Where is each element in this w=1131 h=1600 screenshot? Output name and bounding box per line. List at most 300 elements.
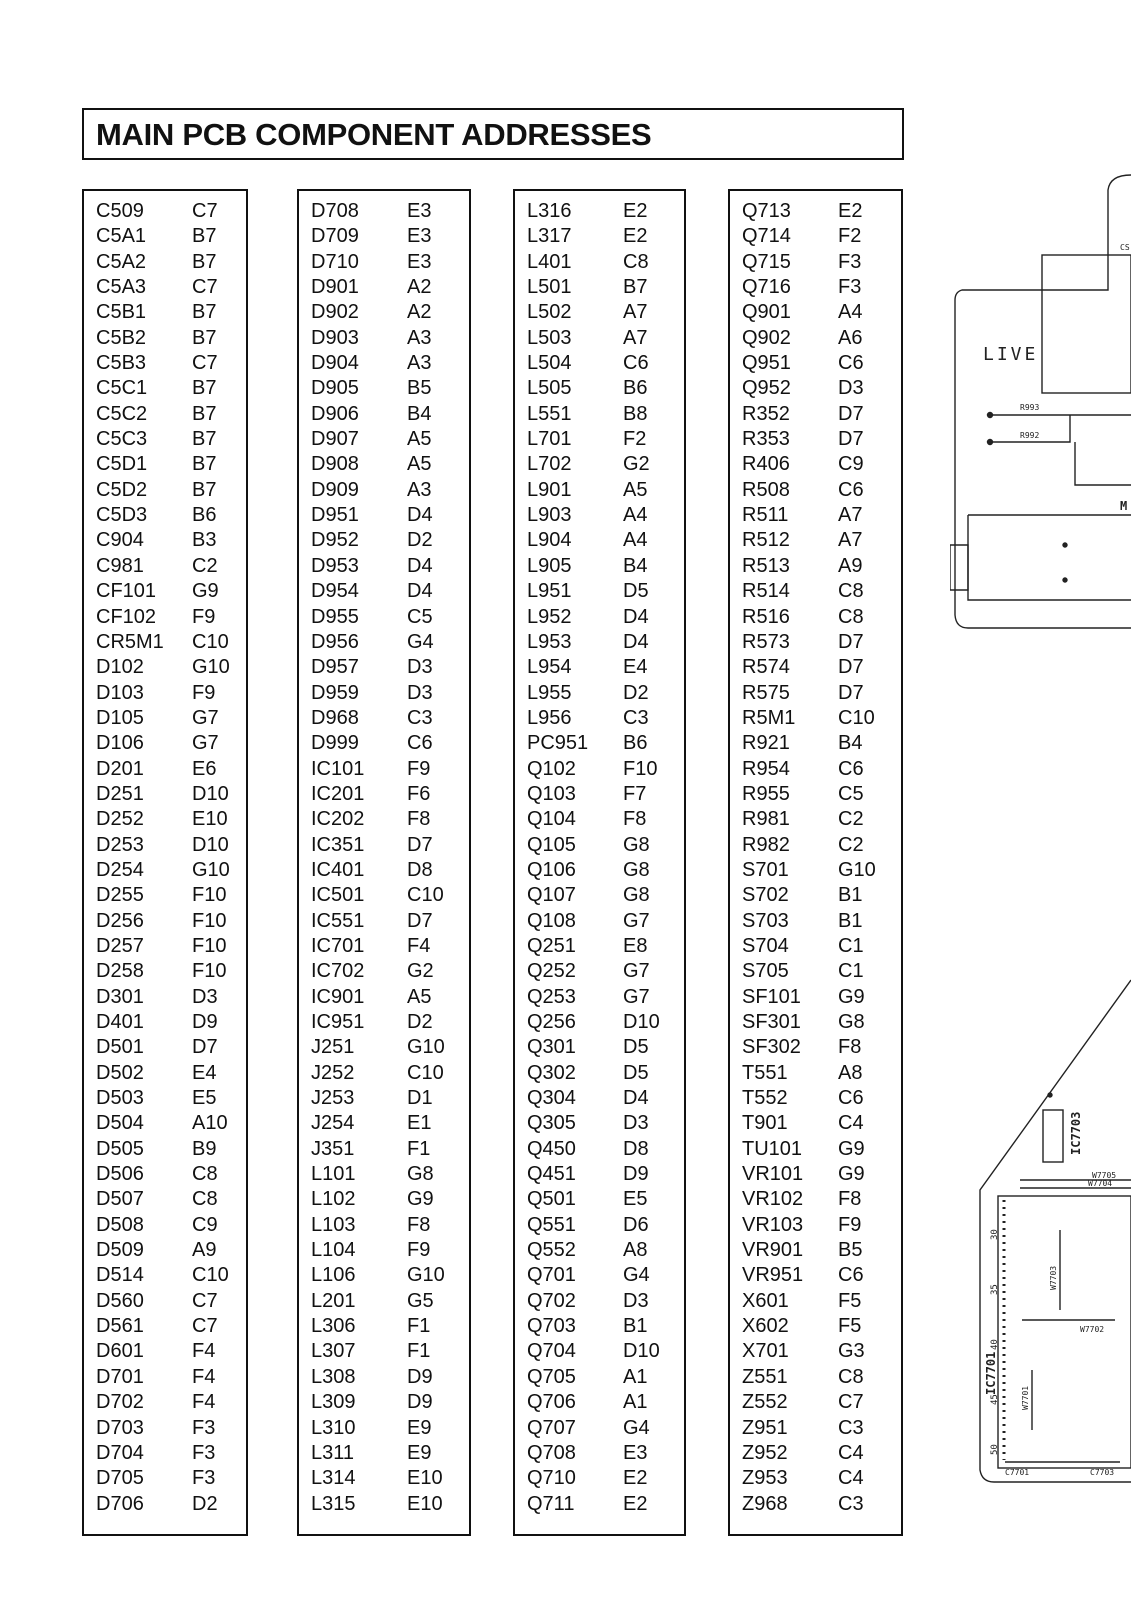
grid-address: A4 [623, 504, 648, 527]
address-row [84, 1111, 246, 1136]
grid-address: E4 [192, 1061, 217, 1084]
component-ref: R513 [742, 554, 790, 577]
address-row [299, 1035, 469, 1060]
component-ref: C5D3 [96, 504, 148, 527]
grid-address: F5 [838, 1315, 862, 1338]
component-ref: L401 [527, 250, 572, 273]
address-row [515, 1441, 684, 1466]
component-ref: R353 [742, 428, 790, 451]
address-row [515, 528, 684, 553]
component-ref: Q302 [527, 1061, 576, 1084]
grid-address: G7 [623, 960, 650, 983]
component-ref: D560 [96, 1289, 144, 1312]
address-row [84, 1010, 246, 1035]
component-ref: D561 [96, 1315, 144, 1338]
grid-address: C3 [838, 1492, 864, 1515]
address-row [515, 1314, 684, 1339]
address-row [730, 1213, 901, 1238]
component-ref: D514 [96, 1264, 144, 1287]
component-ref: VR951 [742, 1264, 804, 1287]
address-row [84, 1035, 246, 1060]
grid-address: D3 [838, 377, 864, 400]
grid-address: F3 [192, 1467, 216, 1490]
component-ref: X602 [742, 1315, 789, 1338]
component-ref: Q108 [527, 909, 576, 932]
component-ref: L201 [311, 1289, 356, 1312]
address-row [515, 554, 684, 579]
component-ref: C5D1 [96, 453, 148, 476]
grid-address: F3 [838, 276, 862, 299]
grid-address: F8 [838, 1188, 862, 1211]
address-column-1 [82, 189, 248, 1536]
address-row [515, 757, 684, 782]
component-ref: C5A1 [96, 225, 147, 248]
grid-address: F5 [838, 1289, 862, 1312]
component-ref: L956 [527, 706, 572, 729]
grid-address: A2 [407, 301, 432, 324]
page-title: MAIN PCB COMPONENT ADDRESSES [96, 117, 652, 152]
grid-address: E6 [192, 757, 217, 780]
component-ref: L306 [311, 1315, 356, 1338]
component-ref: IC551 [311, 909, 365, 932]
component-ref: Q716 [742, 276, 791, 299]
grid-address: B7 [192, 377, 217, 400]
grid-address: C9 [192, 1213, 218, 1236]
address-row [515, 427, 684, 452]
component-ref: D253 [96, 833, 144, 856]
component-ref: Q107 [527, 884, 576, 907]
grid-address: C7 [192, 1289, 218, 1312]
address-row [730, 1035, 901, 1060]
grid-address: E2 [623, 225, 648, 248]
component-ref: Q705 [527, 1365, 576, 1388]
grid-address: B7 [192, 478, 217, 501]
component-ref: Q708 [527, 1441, 576, 1464]
address-row [84, 1086, 246, 1111]
component-ref: R406 [742, 453, 790, 476]
component-ref: TU101 [742, 1137, 803, 1160]
component-ref: D954 [311, 580, 359, 603]
component-ref: D601 [96, 1340, 144, 1363]
address-row [730, 402, 901, 427]
component-ref: C904 [96, 529, 144, 552]
component-ref: D252 [96, 808, 144, 831]
address-row [84, 782, 246, 807]
grid-address: D9 [407, 1365, 433, 1388]
address-row [84, 731, 246, 756]
address-row [515, 1365, 684, 1390]
component-ref: IC351 [311, 833, 365, 856]
component-ref: R512 [742, 529, 790, 552]
address-row [299, 427, 469, 452]
component-ref: Q552 [527, 1239, 576, 1262]
grid-address: G4 [407, 630, 434, 653]
component-ref: D906 [311, 402, 359, 425]
address-row [84, 1441, 246, 1466]
address-row [84, 1416, 246, 1441]
address-row [515, 579, 684, 604]
component-ref: L316 [527, 200, 572, 222]
pad [988, 413, 993, 418]
grid-address: A8 [623, 1239, 648, 1262]
component-ref: L504 [527, 352, 572, 375]
grid-address: D10 [192, 833, 229, 856]
grid-address: F3 [192, 1441, 216, 1464]
component-ref: Z951 [742, 1416, 788, 1439]
address-row [515, 1416, 684, 1441]
address-row [84, 1213, 246, 1238]
address-row [730, 1238, 901, 1263]
address-row [84, 1492, 246, 1517]
component-ref: X601 [742, 1289, 789, 1312]
grid-address: C7 [192, 352, 218, 375]
grid-address: D5 [623, 1061, 649, 1084]
component-ref: IC202 [311, 808, 365, 831]
address-row [299, 1492, 469, 1517]
grid-address: F3 [838, 250, 862, 273]
address-row [730, 1466, 901, 1491]
grid-address: D3 [623, 1112, 649, 1135]
address-row [299, 934, 469, 959]
grid-address: F10 [192, 909, 227, 932]
component-ref: D401 [96, 1011, 144, 1033]
address-row [730, 1086, 901, 1111]
component-ref: D953 [311, 554, 359, 577]
grid-address: G7 [623, 909, 650, 932]
component-ref: Q711 [527, 1492, 575, 1515]
ic7703-body [1043, 1110, 1063, 1162]
component-ref: S705 [742, 960, 789, 983]
component-ref: Z953 [742, 1467, 788, 1490]
component-outline [1042, 255, 1131, 393]
component-ref: R982 [742, 833, 790, 856]
address-row [515, 883, 684, 908]
grid-address: B7 [192, 402, 217, 425]
address-row [515, 452, 684, 477]
address-row [730, 1441, 901, 1466]
component-ref: R573 [742, 630, 790, 653]
grid-address: C3 [838, 1416, 864, 1439]
grid-address: G10 [407, 1036, 445, 1059]
address-row [730, 554, 901, 579]
address-row [299, 351, 469, 376]
address-row [299, 1441, 469, 1466]
component-ref: IC201 [311, 782, 365, 805]
address-row [299, 1187, 469, 1212]
address-row [730, 1416, 901, 1441]
address-row [515, 199, 684, 224]
grid-address: D9 [192, 1011, 218, 1033]
address-row [730, 757, 901, 782]
component-ref: R575 [742, 681, 790, 704]
address-row [299, 807, 469, 832]
grid-address: D10 [623, 1011, 660, 1033]
grid-address: C3 [407, 706, 433, 729]
address-row [730, 934, 901, 959]
address-row [299, 402, 469, 427]
address-row [730, 782, 901, 807]
address-row [730, 681, 901, 706]
address-row [299, 1010, 469, 1035]
component-ref: L551 [527, 402, 572, 425]
grid-address: B4 [407, 402, 432, 425]
grid-address: A9 [192, 1239, 217, 1262]
grid-address: F4 [192, 1365, 216, 1388]
component-ref: D509 [96, 1239, 144, 1262]
grid-address: F9 [838, 1213, 862, 1236]
address-row [84, 1263, 246, 1288]
grid-address: E3 [407, 250, 432, 273]
grid-address: C7 [192, 200, 218, 222]
address-row [299, 1339, 469, 1364]
component-ref: D956 [311, 630, 359, 653]
component-ref: D703 [96, 1416, 144, 1439]
component-ref: R514 [742, 580, 790, 603]
component-ref: IC901 [311, 985, 365, 1008]
grid-address: G7 [192, 732, 219, 755]
grid-address: E10 [192, 808, 228, 831]
grid-address: G7 [623, 985, 650, 1008]
grid-address: G10 [838, 858, 876, 881]
grid-address: D2 [407, 529, 433, 552]
grid-address: B4 [838, 732, 863, 755]
address-row [299, 452, 469, 477]
grid-address: G8 [623, 858, 650, 881]
component-ref: Q704 [527, 1340, 576, 1363]
component-ref: Z552 [742, 1391, 788, 1414]
grid-address: F2 [623, 428, 647, 451]
component-ref: L903 [527, 504, 572, 527]
component-ref: D256 [96, 909, 144, 932]
component-ref: S702 [742, 884, 789, 907]
grid-address: C10 [838, 706, 875, 729]
pcb-label-cs: CS [1120, 243, 1130, 252]
address-row [730, 275, 901, 300]
address-row [299, 630, 469, 655]
address-row [730, 605, 901, 630]
component-ref: S701 [742, 858, 789, 881]
grid-address: A4 [838, 301, 863, 324]
grid-address: D7 [838, 402, 864, 425]
component-ref: Q713 [742, 200, 791, 222]
grid-address: C4 [838, 1467, 864, 1490]
grid-address: E2 [623, 1467, 648, 1490]
address-row [299, 706, 469, 731]
grid-address: C8 [192, 1188, 218, 1211]
grid-address: C8 [192, 1163, 218, 1186]
component-ref: Q102 [527, 757, 576, 780]
address-row [730, 706, 901, 731]
component-ref: Q715 [742, 250, 791, 273]
component-ref: D702 [96, 1391, 144, 1414]
address-row [84, 1137, 246, 1162]
grid-address: A3 [407, 326, 432, 349]
component-ref: VR901 [742, 1239, 804, 1262]
grid-address: G9 [838, 1163, 865, 1186]
grid-address: E5 [623, 1188, 648, 1211]
component-ref: L310 [311, 1416, 356, 1439]
address-row [730, 224, 901, 249]
address-row [515, 503, 684, 528]
grid-address: D3 [407, 681, 433, 704]
component-ref: T552 [742, 1087, 788, 1110]
component-ref: D901 [311, 276, 359, 299]
address-row [730, 351, 901, 376]
grid-address: D5 [623, 580, 649, 603]
address-row [515, 706, 684, 731]
grid-address: F6 [407, 782, 431, 805]
grid-address: F9 [192, 605, 216, 628]
address-row [299, 478, 469, 503]
address-row [730, 579, 901, 604]
address-row [84, 224, 246, 249]
address-row [299, 909, 469, 934]
component-ref: D507 [96, 1188, 144, 1211]
component-ref: D909 [311, 478, 359, 501]
grid-address: A10 [192, 1112, 228, 1135]
component-ref: Q706 [527, 1391, 576, 1414]
grid-address: D7 [838, 428, 864, 451]
grid-address: E9 [407, 1441, 432, 1464]
grid-address: A5 [623, 478, 648, 501]
component-ref: D952 [311, 529, 359, 552]
component-ref: R508 [742, 478, 790, 501]
address-row [730, 1390, 901, 1415]
address-row [515, 1466, 684, 1491]
address-row [299, 224, 469, 249]
grid-address: D4 [623, 605, 649, 628]
component-ref: D503 [96, 1087, 144, 1110]
grid-address: G8 [623, 833, 650, 856]
address-row [730, 326, 901, 351]
address-row [84, 1314, 246, 1339]
address-row [730, 883, 901, 908]
component-ref: CF101 [96, 580, 157, 603]
component-ref: C5B1 [96, 301, 147, 324]
component-ref: D706 [96, 1492, 144, 1515]
component-ref: S704 [742, 934, 789, 957]
address-row [299, 1061, 469, 1086]
component-ref: Q106 [527, 858, 576, 881]
pad [1063, 543, 1067, 547]
component-ref: Q501 [527, 1188, 576, 1211]
component-ref: D105 [96, 706, 144, 729]
component-ref: C509 [96, 200, 144, 222]
component-ref: L314 [311, 1467, 356, 1490]
grid-address: C8 [838, 605, 864, 628]
component-ref: D710 [311, 250, 359, 273]
grid-address: B7 [192, 225, 217, 248]
pad [988, 440, 993, 445]
grid-address: F9 [192, 681, 216, 704]
grid-address: A5 [407, 428, 432, 451]
grid-address: A1 [623, 1365, 648, 1388]
grid-address: D2 [407, 1011, 433, 1033]
component-ref: D959 [311, 681, 359, 704]
grid-address: D7 [838, 656, 864, 679]
pin-label-40: 40 [990, 1339, 1000, 1350]
address-row [84, 706, 246, 731]
address-row [299, 1390, 469, 1415]
component-ref: D709 [311, 225, 359, 248]
pcb-label-c7703: C7703 [1090, 1468, 1115, 1477]
grid-address: G2 [407, 960, 434, 983]
component-ref: C5C3 [96, 428, 148, 451]
grid-address: G10 [192, 858, 230, 881]
address-row [730, 503, 901, 528]
address-row [84, 833, 246, 858]
address-row [730, 452, 901, 477]
grid-address: B7 [192, 326, 217, 349]
grid-address: G4 [623, 1264, 650, 1287]
grid-address: B5 [838, 1239, 863, 1262]
address-row [730, 858, 901, 883]
component-ref: L904 [527, 529, 572, 552]
address-row [299, 275, 469, 300]
component-ref: D908 [311, 453, 359, 476]
component-ref: Q703 [527, 1315, 576, 1338]
component-ref: D904 [311, 352, 359, 375]
address-row [299, 579, 469, 604]
address-row [730, 478, 901, 503]
grid-address: D10 [192, 782, 229, 805]
grid-address: A6 [838, 326, 863, 349]
component-ref: L951 [527, 580, 572, 603]
grid-address: A2 [407, 276, 432, 299]
address-row [515, 782, 684, 807]
pcb-label-w7703: W7703 [1049, 1265, 1058, 1290]
address-row [730, 655, 901, 680]
grid-address: G8 [838, 1011, 865, 1033]
grid-address: C6 [623, 352, 649, 375]
grid-address: D4 [407, 554, 433, 577]
address-row [299, 655, 469, 680]
grid-address: C8 [838, 580, 864, 603]
grid-address: G9 [838, 985, 865, 1008]
component-ref: D504 [96, 1112, 144, 1135]
component-ref: R955 [742, 782, 790, 805]
address-row [84, 605, 246, 630]
grid-address: A5 [407, 453, 432, 476]
pcb-label-w7701: W7701 [1021, 1385, 1030, 1410]
grid-address: C6 [838, 757, 864, 780]
component-ref: J351 [311, 1137, 355, 1160]
grid-address: D7 [838, 630, 864, 653]
grid-address: F3 [192, 1416, 216, 1439]
component-ref: C5A2 [96, 250, 147, 273]
component-ref: Q710 [527, 1467, 576, 1490]
component-ref: Q256 [527, 1011, 576, 1033]
grid-address: B3 [192, 529, 217, 552]
address-row [84, 909, 246, 934]
address-row [515, 833, 684, 858]
component-ref: D255 [96, 884, 144, 907]
pcb-label-m: M [1120, 499, 1128, 513]
grid-address: A7 [623, 326, 648, 349]
component-ref: Q714 [742, 225, 791, 248]
component-ref: D201 [96, 757, 144, 780]
address-row [515, 1162, 684, 1187]
component-ref: D902 [311, 301, 359, 324]
component-ref: D501 [96, 1036, 144, 1059]
component-ref: Q104 [527, 808, 576, 831]
grid-address: B7 [192, 428, 217, 451]
component-ref: Q105 [527, 833, 576, 856]
grid-address: C4 [838, 1441, 864, 1464]
address-row [515, 402, 684, 427]
grid-address: C6 [838, 352, 864, 375]
component-ref: T551 [742, 1061, 788, 1084]
